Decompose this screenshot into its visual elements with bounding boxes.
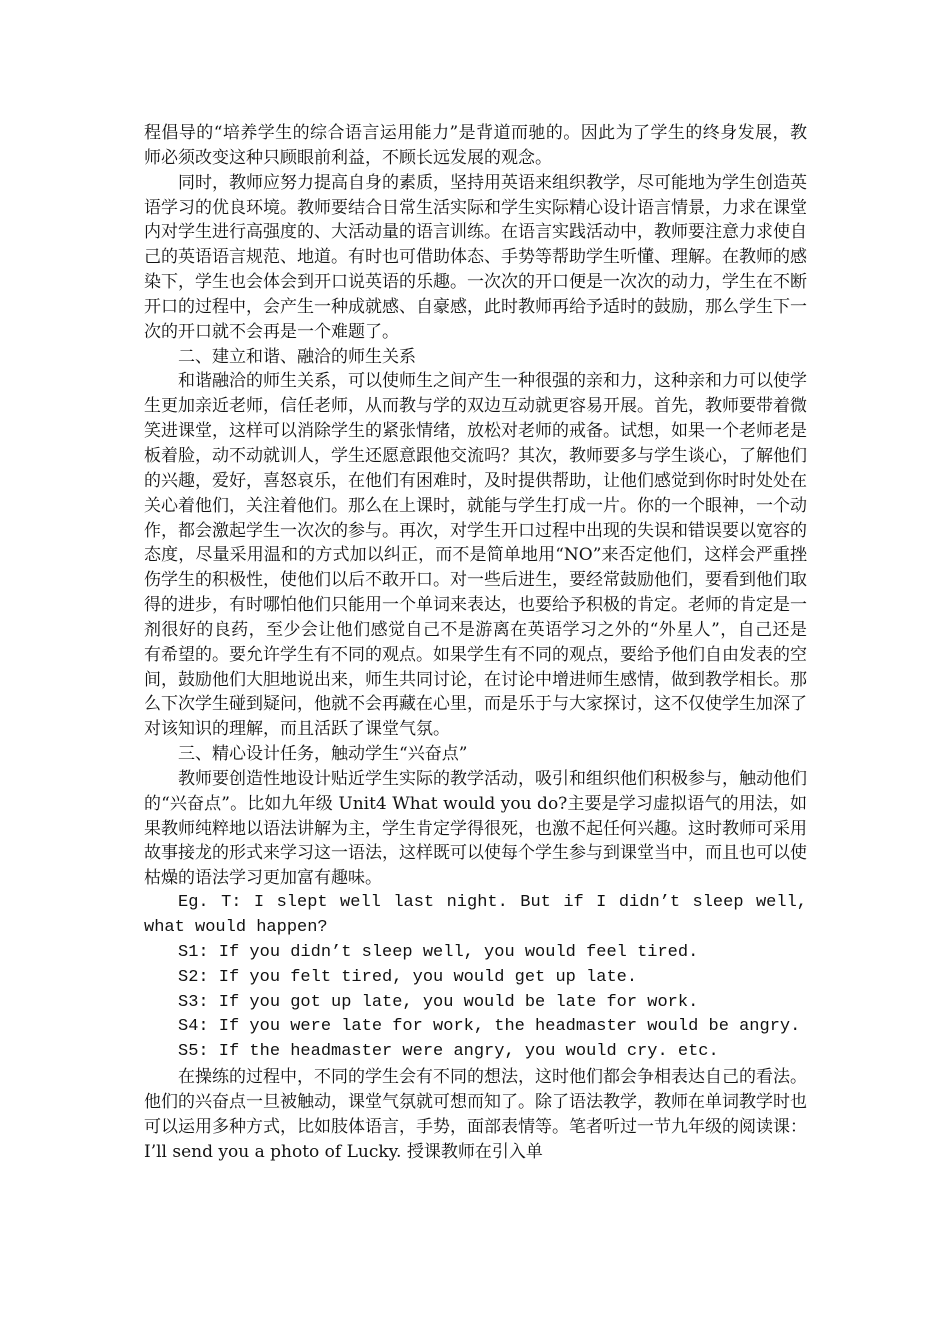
paragraph: 同时，教师应努力提高自身的素质，坚持用英语来组织教学，尽可能地为学生创造英语学习的优良环境。教师要结合日常生活实际和学生实际精心设计语言情景，力求在课堂内对学生进行高强度的、大活动量的语言训练。在语言实践活动中，教师要注意力求使自己的英语语言规范、地道。有时也可借助体态、手势等帮助学生听懂、理解。在教师的感染下，学生也会体会到开口说英语的乐趣。一次次的开口便是一次次的动力，学生在不断开口的过程中，会产生一种成就感、自豪感，此时教师再给予适时的鼓励，那么学生下一次的开口就不会再是一个难题了。 bbox=[144, 172, 807, 342]
example-line: S3: If you got up late, you would be late for work. bbox=[178, 992, 699, 1012]
paragraph: 程倡导的“培养学生的综合语言运用能力”是背道而驰的。因此为了学生的终身发展，教师必须改变这种只顾眼前利益，不顾长远发展的观念。 bbox=[144, 123, 807, 168]
example-line: Eg. T: I slept well last night. But if I didn’t sleep well, what would happen? bbox=[144, 893, 807, 937]
example-line: S1: If you didn’t sleep well, you would feel tired. bbox=[178, 942, 699, 962]
example-line: S4: If you were late for work, the headmaster would be angry. bbox=[178, 1017, 801, 1037]
paragraph: 教师要创造性地设计贴近学生实际的教学活动，吸引和组织他们积极参与，触动他们的“兴奋点”。比如九年级 Unit4 What would you do?主要是学习虚拟语气的用法，如果教师纯粹地以语法讲解为主，学生肯定学得很死，也激不起任何兴趣。这时教师可采用故事接龙的形式来学习这一语法，这样既可以使每个学生参与到课堂当中，而且也可以使枯燥的语法学习更加富有趣味。 bbox=[144, 768, 807, 889]
example-line: S2: If you felt tired, you would get up late. bbox=[178, 967, 638, 987]
paragraph: 和谐融洽的师生关系，可以使师生之间产生一种很强的亲和力，这种亲和力可以使学生更加亲近老师，信任老师，从而教与学的双边互动就更容易开展。首先，教师要带着微笑进课堂，这样可以消除学生的紧张情绪，放松对老师的戒备。试想，如果一个老师老是板着脸，动不动就训人，学生还愿意跟他交流吗？其次，教师要多与学生谈心，了解他们的兴趣，爱好，喜怒哀乐，在他们有困难时，及时提供帮助，让他们感觉到你时时处处在关心着他们，关注着他们。那么在上课时，就能与学生打成一片。你的一个眼神，一个动作，都会激起学生一次次的参与。再次，对学生开口过程中出现的失误和错误要以宽容的态度，尽量采用温和的方式加以纠正，而不是简单地用“NO”来否定他们，这样会严重挫伤学生的积极性，使他们以后不敢开口。对一些后进生，要经常鼓励他们，要看到他们取得的进步，有时哪怕他们只能用一个单词来表达，也要给予积极的肯定。老师的肯定是一剂很好的良药，至少会让他们感觉自己不是游离在英语学习之外的“外星人”，自己还是有希望的。要允许学生有不同的观点。如果学生有不同的观点，要给予他们自由发表的空间，鼓励他们大胆地说出来，师生共同讨论，在讨论中增进师生感情，做到教学相长。那么下次学生碰到疑问，他就不会再藏在心里，而是乐于与大家探讨，这不仅使学生加深了对该知识的理解，而且活跃了课堂气氛。 bbox=[144, 371, 807, 740]
section-heading: 三、精心设计任务，触动学生“兴奋点” bbox=[178, 744, 468, 765]
paragraph: 在操练的过程中，不同的学生会有不同的想法，这时他们都会争相表达自己的看法。他们的兴奋点一旦被触动，课堂气氛就可想而知了。除了语法教学，教师在单词教学时也可以运用多种方式，比如肢体语言，手势，面部表情等。笔者听过一节九年级的阅读课：I’ll send you a photo of Lucky. 授课教师在引入单 bbox=[144, 1067, 807, 1162]
section-heading: 二、建立和谐、融洽的师生关系 bbox=[178, 346, 416, 367]
example-line: S5: If the headmaster were angry, you would cry. etc. bbox=[178, 1042, 719, 1062]
document-body bbox=[144, 121, 807, 1164]
